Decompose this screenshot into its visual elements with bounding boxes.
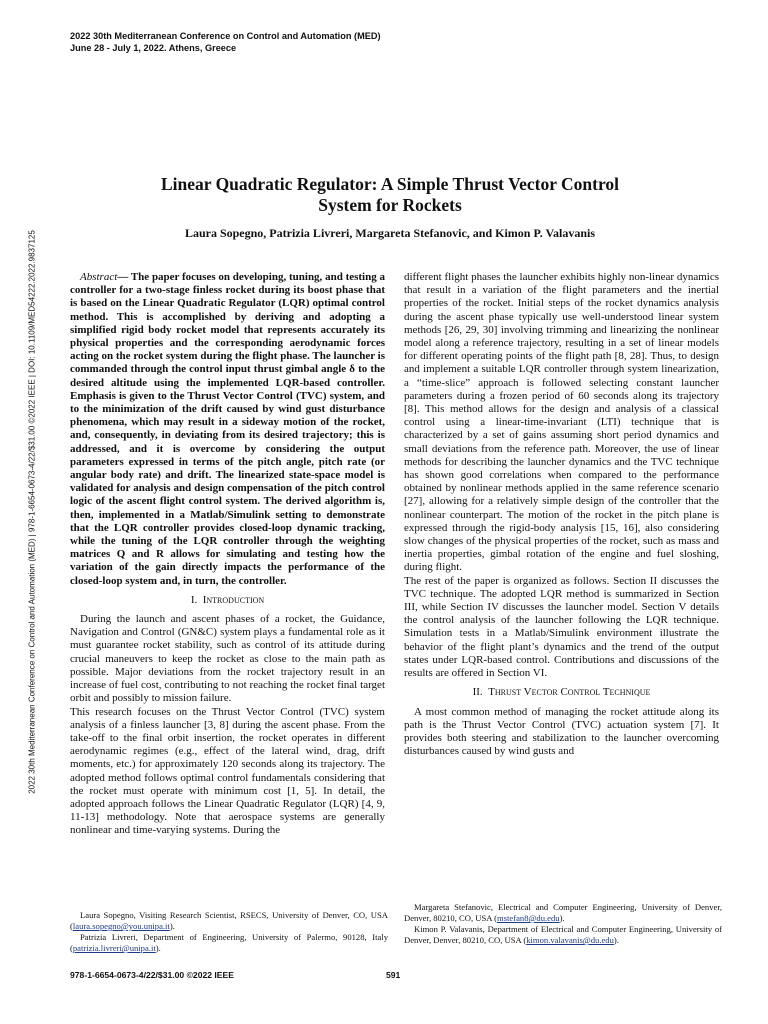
footnotes-right [404, 902, 722, 946]
intro-paragraph-2: This research focuses on the Thrust Vector Control (TVC) system analysis of a finless launcher [3, 8] during the ascent phase. From the take-off to the final orbit insertion, the rocket operates in different aerodynamic regimes (e.g., effect of the lateral wind, drag, drift moments, etc.) for approximately 120 seconds along its trajectory. The adopted method follows optimal control fundamentals considering that the rocket must operate with minimum cost [1, 5]. In detail, the adopted approach follows the Linear Quadratic Regulator (LQR) [4, 9, 11-13] methodology. Note that aerospace systems are generally nonlinear and time-varying systems. During the [70, 705, 385, 837]
footnote-livreri: Patrizia Livreri, Department of Engineering, University of Palermo, 90128, Italy (patrizia.livreri@unipa.it). [70, 932, 388, 953]
email-link-sopegno[interactable]: laura.sopegno@you.unipa.it [72, 921, 170, 931]
section-heading-introduction: I. Introduction [190, 593, 265, 606]
abstract [70, 271, 385, 588]
email-link-livreri[interactable]: patrizia.livreri@unipa.it [72, 943, 156, 953]
footnotes-left [70, 910, 388, 954]
conference-dates: June 28 - July 1, 2022. Athens, Greece [70, 43, 237, 53]
intro-paragraph-1: During the launch and ascent phases of a rocket, the Guidance, Navigation and Control (GN&C) system plays a fundamental role as it must guarantee rocket stability, such as control of its attitude during crucial maneuvers to keep the rocket as close to the main path as possible. Major deviations from the rocket trajectory result in an increase of fuel cost, contributing to not reaching the rocket final target orbit and possibly to mission failure. [70, 613, 385, 705]
tvc-paragraph-1: A most common method of managing the rocket attitude along its path is the Thrust Vector Control (TVC) actuation system [7]. It provides both steering and stabilization to the launcher overcoming disturbances caused by wind gusts and [404, 705, 719, 758]
abstract-lead: Abstract [80, 271, 118, 283]
abstract-text: — The paper focuses on developing, tuning, and testing a controller for a two-stage finless rocket during its boost phase that is based on the Linear Quadratic Regulator (LQR) optimal control method. This is accomplished by deriving and adopting a simplified rigid body rocket model that represents accurately its physical properties and the corresponding aerodynamic forces acting on the rocket system during the flight phase. The launcher is commanded through the control input thrust gimbal angle δ to the desired altitude using the implemented LQR-based controller. Emphasis is given to the Thrust Vector Control (TVC) system, and to the minimization of the drift caused by wind gust disturbance phenomena, which may result in a sideway motion of the rocket, and, consequently, in deviating from its desired trajectory; this is addressed, and it is overcome by considering the output parameters expressed in terms of the pitch angle, pitch rate (or angular body rate) and drift. The linearized state-space model is validated for analysis and design compensation of the pitch control logic of the ascent flight control system. The derived algorithm is, then, implemented in a Matlab/Simulink setting to demonstrate that the LQR controller provides closed-loop dynamic tracking, while the tuning of the LQR controller through the weighting matrices Q and R allows for simulating and testing how the variation of the gain directly impacts the performance of the closed-loop system and, in turn, the controller. [70, 271, 385, 587]
email-link-valavanis[interactable]: kimon.valavanis@du.edu [526, 935, 614, 945]
intro-paragraph-4: The rest of the paper is organized as follows. Section II discusses the TVC technique. The adopted LQR method is summarized in Section III, while Section IV discusses the launcher model. Section V details the control analysis of the launcher following the LQR technique. Simulation tests in a Matlab/Simulink environment illustrate the behavior of the flight plant’s dynamics and the trend of the output states under LQR-based control. Contributions and discussions of the results are offered in Section VI. [404, 574, 719, 680]
side-doi-text: 2022 30th Mediterranean Conference on Control and Automation (MED) | 978-1-6654-0673-4/22/$31.00 ©2022 IEEE | DOI: 10.1109/MED54222.2022.9837125 [27, 230, 37, 794]
paper-title [90, 174, 690, 216]
title-line-2: System for Rockets [318, 195, 462, 215]
section-heading-tvc: II. Thrust Vector Control Technique [472, 686, 651, 699]
isbn-copyright: 978-1-6654-0673-4/22/$31.00 ©2022 IEEE [70, 970, 235, 980]
footnote-sopegno: Laura Sopegno, Visiting Research Scientist, RSECS, University of Denver, CO, USA (laura.sopegno@you.unipa.it). [70, 910, 388, 931]
footnote-stefanovic: Margareta Stefanovic, Electrical and Computer Engineering, University of Denver, Denver, 80210, CO, USA (mstefan8@du.edu). [404, 902, 722, 923]
page-number: 591 [386, 970, 401, 980]
footnote-valavanis: Kimon P. Valavanis, Department of Electrical and Computer Engineering, University of Denver, Denver, 80210, CO, USA (kimon.valavanis@du.edu). [404, 924, 722, 945]
author-list: Laura Sopegno, Patrizia Livreri, Margareta Stefanovic, and Kimon P. Valavanis [184, 226, 596, 240]
conference-header [70, 30, 381, 54]
email-link-stefanovic[interactable]: mstefan8@du.edu [497, 913, 560, 923]
conference-name: 2022 30th Mediterranean Conference on Control and Automation (MED) [70, 31, 381, 41]
right-column [404, 271, 719, 758]
left-column [70, 271, 385, 838]
title-line-1: Linear Quadratic Regulator: A Simple Thrust Vector Control [160, 174, 620, 194]
intro-paragraph-3: different flight phases the launcher exhibits highly non-linear dynamics that result in a variation of the flight parameters and the inertial properties of the rocket. Initial steps of the rocket dynamics analysis during the ascent phase typically use well-understood linear system methods [26, 29, 30] involving trimming and linearizing the nonlinear model along a reference trajectory, resulting in a set of linear models for different operating points of the flight path [8, 28]. Thus, to design and implement a suitable LQR controller through system linearization, a “time-slice” approach is followed selecting constant launcher parameters during a frozen period of 60 seconds along its trajectory [8]. This method allows for the design and analysis of a classical control using a linear-time-invariant (LTI) technique that is characterized by a set of gains assuming short period dynamics and small deviations from the reference path. Moreover, the use of linear methods for describing the launcher dynamics and the TVC technique has shown good correlations when compared to the performance obtained by nonlinear methods applied in the same reference scenario [27], allowing for a relatively simple design of the controller that the nonlinear counterpart. The motion of the rocket in the pitch plane is expressed through the rigid-body analysis [15, 16], also considering slow changes of the physical properties of the rocket, such as mass and inertia properties, gimbal rotation of the engine and fuel sloshing, during flight. [404, 271, 719, 574]
